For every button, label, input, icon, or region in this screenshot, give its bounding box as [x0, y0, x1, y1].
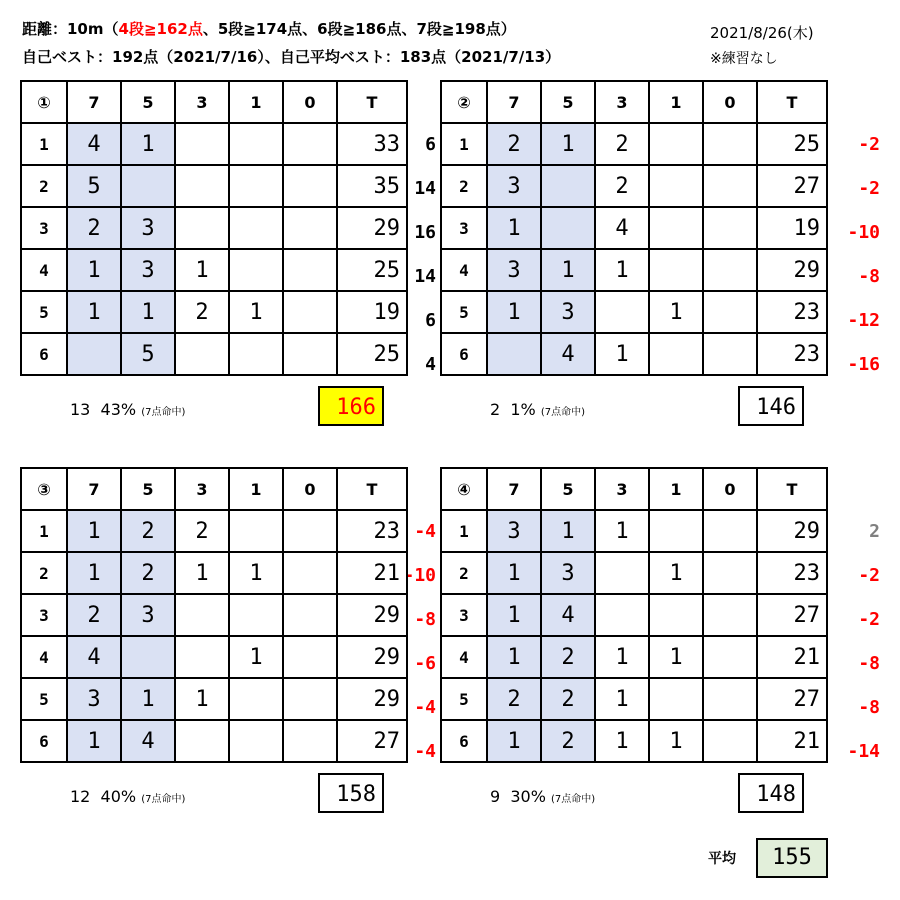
count-cell-1	[229, 333, 283, 375]
score-table-round-3	[20, 467, 408, 763]
count-cell-1	[649, 594, 703, 636]
end-total: 29	[757, 510, 827, 552]
count-cell-0	[703, 165, 757, 207]
diff-value: -10	[847, 222, 880, 243]
count-cell-7: 1	[487, 594, 541, 636]
diff-value: -4	[414, 741, 436, 762]
distance-other-thresholds: 、5段≧174点、6段≧186点、7段≧198点）	[202, 20, 516, 38]
average-value: 155	[756, 838, 828, 878]
count-cell-3: 4	[595, 207, 649, 249]
hit-note: (7点命中)	[551, 794, 596, 805]
column-header-1: 1	[649, 81, 703, 123]
diff-value: -8	[414, 609, 436, 630]
hit-percent: 30%	[510, 787, 546, 806]
diff-value: -8	[858, 266, 880, 287]
count-cell-0	[703, 510, 757, 552]
table-row	[441, 291, 827, 333]
count-cell-5: 2	[541, 720, 595, 762]
count-cell-7: 3	[487, 249, 541, 291]
count-cell-0	[703, 333, 757, 375]
table-row	[441, 720, 827, 762]
table-row	[441, 594, 827, 636]
count-cell-5: 3	[541, 552, 595, 594]
count-cell-3: 2	[595, 165, 649, 207]
count-cell-1	[649, 207, 703, 249]
count-cell-0	[283, 636, 337, 678]
end-number: 5	[21, 678, 67, 720]
count-cell-3	[595, 552, 649, 594]
diff-value: -2	[858, 609, 880, 630]
count-cell-0	[283, 594, 337, 636]
count-cell-1	[229, 678, 283, 720]
count-cell-0	[283, 249, 337, 291]
round-label: ④	[441, 468, 487, 510]
distance-text: 距離：10m（	[22, 20, 119, 38]
count-cell-0	[283, 123, 337, 165]
table-row	[441, 510, 827, 552]
count-cell-7: 4	[67, 123, 121, 165]
column-header-3: 3	[175, 81, 229, 123]
count-cell-3	[175, 636, 229, 678]
end-total: 27	[337, 720, 407, 762]
end-number: 6	[441, 720, 487, 762]
count-cell-0	[703, 207, 757, 249]
end-total: 23	[337, 510, 407, 552]
count-cell-3: 1	[595, 333, 649, 375]
count-cell-7: 3	[487, 510, 541, 552]
end-number: 3	[21, 207, 67, 249]
count-cell-1	[229, 123, 283, 165]
count-cell-3: 1	[595, 249, 649, 291]
column-header-1: 1	[229, 468, 283, 510]
count-cell-1: 1	[649, 636, 703, 678]
table-row	[21, 249, 407, 291]
end-total: 33	[337, 123, 407, 165]
left-side-value: 6	[425, 310, 436, 331]
column-header-3: 3	[595, 468, 649, 510]
count-cell-3: 1	[595, 720, 649, 762]
table-row	[441, 678, 827, 720]
count-cell-3: 2	[595, 123, 649, 165]
end-number: 4	[441, 636, 487, 678]
column-header-T: T	[337, 468, 407, 510]
count-cell-1: 1	[229, 636, 283, 678]
end-total: 25	[337, 333, 407, 375]
count-cell-7: 3	[487, 165, 541, 207]
count-cell-7: 1	[67, 552, 121, 594]
column-header-7: 7	[67, 468, 121, 510]
table-row	[441, 333, 827, 375]
hit-percent: 43%	[100, 400, 137, 419]
count-cell-7: 1	[487, 552, 541, 594]
column-header-7: 7	[67, 81, 121, 123]
hit-note: (7点命中)	[540, 407, 586, 418]
count-cell-3	[175, 165, 229, 207]
count-cell-5: 4	[541, 333, 595, 375]
table-row	[441, 249, 827, 291]
count-cell-5: 1	[541, 123, 595, 165]
left-side-value: 14	[414, 178, 436, 199]
diff-value: -8	[858, 653, 880, 674]
score-table-round-4	[440, 467, 828, 763]
practice-note: ※練習なし	[710, 51, 778, 67]
end-total: 21	[337, 552, 407, 594]
end-total: 29	[337, 678, 407, 720]
table-row	[21, 207, 407, 249]
count-cell-5: 2	[121, 552, 175, 594]
count-cell-7: 2	[67, 594, 121, 636]
round-label: ②	[441, 81, 487, 123]
end-total: 21	[757, 720, 827, 762]
count-cell-3	[175, 207, 229, 249]
count-cell-5	[541, 165, 595, 207]
end-total: 29	[337, 594, 407, 636]
end-number: 5	[441, 291, 487, 333]
count-cell-1	[649, 123, 703, 165]
count-cell-5	[541, 207, 595, 249]
end-number: 6	[21, 333, 67, 375]
count-cell-1	[229, 720, 283, 762]
count-cell-7: 1	[67, 249, 121, 291]
end-number: 2	[441, 165, 487, 207]
count-cell-3	[175, 720, 229, 762]
count-cell-0	[283, 678, 337, 720]
count-cell-7: 2	[67, 207, 121, 249]
column-header-3: 3	[595, 81, 649, 123]
diff-value: -10	[403, 565, 436, 586]
table-row	[21, 720, 407, 762]
count-cell-0	[703, 123, 757, 165]
column-header-5: 5	[541, 468, 595, 510]
column-header-5: 5	[121, 81, 175, 123]
count-cell-0	[703, 594, 757, 636]
count-cell-7: 1	[67, 510, 121, 552]
end-number: 5	[441, 678, 487, 720]
left-side-value: 14	[414, 266, 436, 287]
count-cell-0	[283, 720, 337, 762]
column-header-1: 1	[229, 81, 283, 123]
count-cell-7: 2	[487, 123, 541, 165]
count-cell-1	[229, 249, 283, 291]
diff-value: -16	[847, 354, 880, 375]
count-cell-5: 4	[541, 594, 595, 636]
hit-percent: 40%	[100, 787, 137, 806]
count-cell-3: 1	[595, 636, 649, 678]
column-header-0: 0	[703, 81, 757, 123]
distance-4dan-threshold: 4段≧162点	[118, 20, 203, 38]
column-header-0: 0	[283, 81, 337, 123]
end-total: 29	[337, 207, 407, 249]
count-cell-1	[229, 594, 283, 636]
end-total: 23	[757, 291, 827, 333]
round-label: ③	[21, 468, 67, 510]
hit-note: (7点命中)	[141, 794, 186, 805]
column-header-T: T	[757, 81, 827, 123]
hit-stats	[70, 787, 185, 806]
diff-value: -2	[858, 134, 880, 155]
table-row	[441, 552, 827, 594]
count-cell-3: 1	[595, 510, 649, 552]
count-cell-1: 1	[649, 720, 703, 762]
end-number: 4	[21, 636, 67, 678]
end-number: 5	[21, 291, 67, 333]
column-header-0: 0	[283, 468, 337, 510]
count-cell-0	[703, 678, 757, 720]
diff-value: -8	[858, 697, 880, 718]
column-header-7: 7	[487, 81, 541, 123]
end-number: 3	[21, 594, 67, 636]
count-cell-7: 5	[67, 165, 121, 207]
count-cell-0	[283, 165, 337, 207]
end-number: 6	[21, 720, 67, 762]
table-row	[441, 165, 827, 207]
round-total: 146	[738, 386, 804, 426]
hit-stats	[490, 400, 585, 419]
end-total: 25	[757, 123, 827, 165]
left-side-value: 16	[414, 222, 436, 243]
count-cell-3	[175, 333, 229, 375]
end-number: 1	[21, 510, 67, 552]
end-total: 23	[757, 333, 827, 375]
end-number: 2	[21, 165, 67, 207]
score-table-round-1	[20, 80, 408, 376]
column-header-5: 5	[121, 468, 175, 510]
end-number: 2	[441, 552, 487, 594]
diff-value: -4	[414, 521, 436, 542]
column-header-0: 0	[703, 468, 757, 510]
count-cell-5: 1	[121, 678, 175, 720]
table-row	[441, 636, 827, 678]
count-cell-7	[67, 333, 121, 375]
round-total: 158	[318, 773, 384, 813]
count-cell-7: 1	[487, 636, 541, 678]
hit-stats	[490, 787, 595, 806]
end-total: 19	[337, 291, 407, 333]
count-cell-1: 1	[229, 552, 283, 594]
hit-count: 2	[490, 400, 501, 419]
hit-count: 9	[490, 787, 501, 806]
score-table-round-2	[440, 80, 828, 376]
column-header-1: 1	[649, 468, 703, 510]
count-cell-0	[283, 552, 337, 594]
count-cell-5: 1	[541, 249, 595, 291]
table-row	[21, 594, 407, 636]
diff-value: -2	[858, 178, 880, 199]
column-header-T: T	[337, 81, 407, 123]
count-cell-5: 3	[121, 249, 175, 291]
count-cell-1	[649, 333, 703, 375]
end-number: 1	[441, 510, 487, 552]
hit-count: 12	[70, 787, 91, 806]
count-cell-7	[487, 333, 541, 375]
count-cell-1	[229, 207, 283, 249]
count-cell-0	[283, 510, 337, 552]
personal-best-line: 自己ベスト：192点（2021/7/16）、自己平均ベスト：183点（2021/7/13）	[22, 48, 561, 66]
hit-count: 13	[70, 400, 91, 419]
diff-value: -6	[414, 653, 436, 674]
count-cell-3: 1	[175, 552, 229, 594]
count-cell-7: 1	[487, 720, 541, 762]
count-cell-5: 1	[121, 123, 175, 165]
count-cell-7: 1	[67, 291, 121, 333]
column-header-7: 7	[487, 468, 541, 510]
count-cell-1	[229, 165, 283, 207]
diff-value: -4	[414, 697, 436, 718]
date-label: 2021/8/26(木)	[710, 24, 814, 42]
diff-value: -2	[858, 565, 880, 586]
count-cell-1	[649, 510, 703, 552]
count-cell-0	[283, 207, 337, 249]
table-row	[21, 510, 407, 552]
end-total: 25	[337, 249, 407, 291]
count-cell-0	[703, 636, 757, 678]
count-cell-5: 5	[121, 333, 175, 375]
count-cell-7: 4	[67, 636, 121, 678]
table-row	[21, 552, 407, 594]
end-total: 27	[757, 165, 827, 207]
table-row	[441, 123, 827, 165]
count-cell-5: 4	[121, 720, 175, 762]
count-cell-1: 1	[649, 552, 703, 594]
count-cell-3: 2	[175, 510, 229, 552]
count-cell-0	[703, 291, 757, 333]
count-cell-5: 1	[121, 291, 175, 333]
end-total: 21	[757, 636, 827, 678]
round-total: 148	[738, 773, 804, 813]
count-cell-3: 1	[595, 678, 649, 720]
end-number: 6	[441, 333, 487, 375]
count-cell-5: 2	[121, 510, 175, 552]
count-cell-0	[283, 333, 337, 375]
end-total: 27	[757, 594, 827, 636]
count-cell-1	[229, 510, 283, 552]
count-cell-5: 3	[121, 594, 175, 636]
count-cell-7: 3	[67, 678, 121, 720]
count-cell-1	[649, 249, 703, 291]
count-cell-1: 1	[229, 291, 283, 333]
table-row	[21, 333, 407, 375]
table-row	[441, 207, 827, 249]
count-cell-3	[595, 594, 649, 636]
count-cell-0	[703, 720, 757, 762]
end-number: 3	[441, 594, 487, 636]
end-total: 29	[337, 636, 407, 678]
end-total: 23	[757, 552, 827, 594]
count-cell-5: 2	[541, 678, 595, 720]
end-number: 1	[21, 123, 67, 165]
left-side-value: 6	[425, 134, 436, 155]
column-header-T: T	[757, 468, 827, 510]
count-cell-1	[649, 678, 703, 720]
end-number: 4	[441, 249, 487, 291]
diff-value: -12	[847, 310, 880, 331]
left-side-value: 4	[425, 354, 436, 375]
table-row	[21, 291, 407, 333]
hit-stats	[70, 400, 185, 419]
count-cell-5: 1	[541, 510, 595, 552]
count-cell-7: 2	[487, 678, 541, 720]
count-cell-5: 3	[541, 291, 595, 333]
distance-header	[22, 18, 516, 39]
table-row	[21, 165, 407, 207]
count-cell-0	[283, 291, 337, 333]
count-cell-7: 1	[487, 291, 541, 333]
round-total: 166	[318, 386, 384, 426]
end-number: 2	[21, 552, 67, 594]
end-total: 29	[757, 249, 827, 291]
count-cell-7: 1	[67, 720, 121, 762]
count-cell-0	[703, 552, 757, 594]
hit-percent: 1%	[510, 400, 536, 419]
count-cell-5	[121, 165, 175, 207]
count-cell-3	[595, 291, 649, 333]
end-total: 27	[757, 678, 827, 720]
diff-value: 2	[869, 521, 880, 542]
count-cell-3	[175, 594, 229, 636]
end-number: 1	[441, 123, 487, 165]
count-cell-5	[121, 636, 175, 678]
count-cell-5: 2	[541, 636, 595, 678]
column-header-3: 3	[175, 468, 229, 510]
count-cell-0	[703, 249, 757, 291]
round-label: ①	[21, 81, 67, 123]
count-cell-7: 1	[487, 207, 541, 249]
table-row	[21, 636, 407, 678]
end-number: 3	[441, 207, 487, 249]
count-cell-3: 1	[175, 678, 229, 720]
table-row	[21, 123, 407, 165]
end-total: 19	[757, 207, 827, 249]
diff-value: -14	[847, 741, 880, 762]
count-cell-1	[649, 165, 703, 207]
end-number: 4	[21, 249, 67, 291]
end-total: 35	[337, 165, 407, 207]
table-row	[21, 678, 407, 720]
count-cell-3: 1	[175, 249, 229, 291]
hit-note: (7点命中)	[141, 407, 186, 418]
count-cell-3: 2	[175, 291, 229, 333]
count-cell-3	[175, 123, 229, 165]
count-cell-1: 1	[649, 291, 703, 333]
count-cell-5: 3	[121, 207, 175, 249]
average-label: 平均	[708, 851, 736, 867]
column-header-5: 5	[541, 81, 595, 123]
